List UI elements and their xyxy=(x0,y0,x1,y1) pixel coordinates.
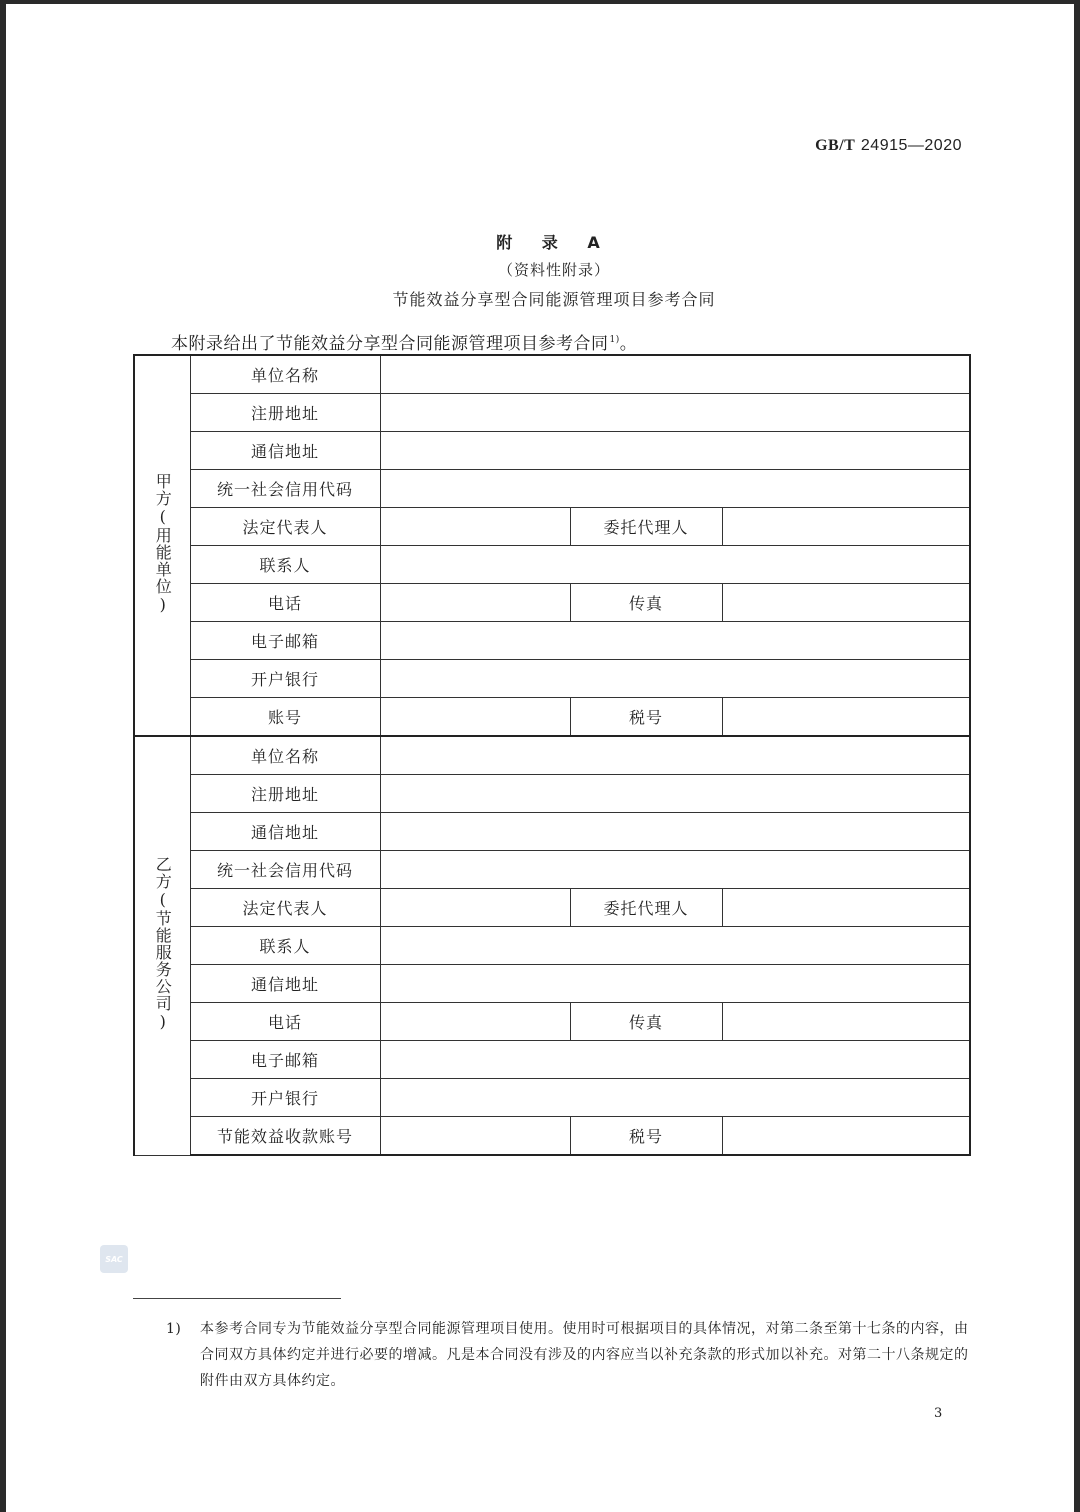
party-a-row xyxy=(134,394,970,432)
field-value[interactable] xyxy=(380,889,570,927)
standard-prefix: GB/T xyxy=(815,137,856,154)
field-value[interactable] xyxy=(380,660,970,698)
field-label: 通信地址 xyxy=(190,432,380,470)
field-value[interactable] xyxy=(380,1003,570,1041)
field-value[interactable] xyxy=(380,546,970,584)
field-value[interactable] xyxy=(380,775,970,813)
field-value[interactable] xyxy=(380,698,570,737)
field-value[interactable] xyxy=(380,965,970,1003)
field-label: 委托代理人 xyxy=(570,508,722,546)
party-a-row xyxy=(134,355,970,394)
party-a-row xyxy=(134,432,970,470)
field-label: 开户银行 xyxy=(190,1079,380,1117)
field-value[interactable] xyxy=(722,698,970,737)
field-value[interactable] xyxy=(722,1117,970,1156)
party-b-row xyxy=(134,1003,970,1041)
annex-name: 节能效益分享型合同能源管理项目参考合同 xyxy=(392,290,716,309)
annex-title: 附 录 A xyxy=(496,233,612,252)
intro-paragraph xyxy=(171,329,637,354)
sac-logo: SAC xyxy=(100,1245,128,1273)
field-value[interactable] xyxy=(380,1117,570,1156)
annex-subtitle: （资料性附录） xyxy=(497,261,610,279)
party-a-section xyxy=(134,355,970,736)
party-a-row xyxy=(134,584,970,622)
party-b-row xyxy=(134,1041,970,1079)
party-a-row xyxy=(134,698,970,737)
field-value[interactable] xyxy=(380,584,570,622)
party-a-label-cell xyxy=(134,355,190,736)
standard-code: 24915—2020 xyxy=(860,137,962,154)
field-label: 电话 xyxy=(190,584,380,622)
party-a-row xyxy=(134,622,970,660)
field-value[interactable] xyxy=(380,1041,970,1079)
footnote-ref: 1) xyxy=(609,335,620,345)
field-value[interactable] xyxy=(380,813,970,851)
field-label: 电话 xyxy=(190,1003,380,1041)
party-a-row xyxy=(134,470,970,508)
field-label: 法定代表人 xyxy=(190,889,380,927)
field-label: 委托代理人 xyxy=(570,889,722,927)
party-b-row xyxy=(134,927,970,965)
field-label: 单位名称 xyxy=(190,736,380,775)
field-label: 通信地址 xyxy=(190,965,380,1003)
field-value[interactable] xyxy=(380,394,970,432)
field-label: 电子邮箱 xyxy=(190,622,380,660)
field-label: 统一社会信用代码 xyxy=(190,851,380,889)
field-label: 联系人 xyxy=(190,927,380,965)
party-a-row xyxy=(134,660,970,698)
field-value[interactable] xyxy=(380,1079,970,1117)
field-label: 通信地址 xyxy=(190,813,380,851)
field-value[interactable] xyxy=(722,889,970,927)
field-value[interactable] xyxy=(722,508,970,546)
field-label: 联系人 xyxy=(190,546,380,584)
party-b-row xyxy=(134,1117,970,1156)
field-value[interactable] xyxy=(380,736,970,775)
party-b-row xyxy=(134,775,970,813)
party-b-section xyxy=(134,736,970,1155)
party-b-row xyxy=(134,1079,970,1117)
field-label: 单位名称 xyxy=(190,355,380,394)
field-label: 注册地址 xyxy=(190,394,380,432)
party-info-table xyxy=(133,354,971,1156)
field-value[interactable] xyxy=(380,432,970,470)
field-label: 税号 xyxy=(570,698,722,737)
party-b-row xyxy=(134,965,970,1003)
field-value[interactable] xyxy=(380,927,970,965)
intro-text: 本附录给出了节能效益分享型合同能源管理项目参考合同 xyxy=(171,334,609,354)
party-a-row xyxy=(134,508,970,546)
field-value[interactable] xyxy=(380,470,970,508)
party-b-row xyxy=(134,889,970,927)
party-a-label: 甲方(用能单位) xyxy=(153,472,173,615)
field-value[interactable] xyxy=(380,508,570,546)
footnote-rule xyxy=(133,1298,341,1299)
party-a-row xyxy=(134,546,970,584)
field-label: 传真 xyxy=(570,584,722,622)
party-b-label-cell xyxy=(134,736,190,1155)
party-b-label: 乙方(节能服务公司) xyxy=(153,855,173,1032)
footnote-text: 本参考合同专为节能效益分享型合同能源管理项目使用。使用时可根据项目的具体情况，对第二条至第十七条的内容，由合同双方具体约定并进行必要的增减。凡是本合同没有涉及的内容应当以补充条款的形式加以补充。对第二十八条规定的附件由双方具体约定。 xyxy=(200,1321,969,1389)
field-label: 开户银行 xyxy=(190,660,380,698)
footnote xyxy=(166,1316,976,1394)
field-label: 传真 xyxy=(570,1003,722,1041)
field-value[interactable] xyxy=(380,622,970,660)
standard-number xyxy=(815,135,962,155)
footnote-number: 1) xyxy=(166,1321,182,1337)
field-label: 账号 xyxy=(190,698,380,737)
field-label: 税号 xyxy=(570,1117,722,1156)
field-value[interactable] xyxy=(380,355,970,394)
document-page xyxy=(6,4,1074,1512)
field-label: 统一社会信用代码 xyxy=(190,470,380,508)
party-b-row xyxy=(134,851,970,889)
field-value[interactable] xyxy=(722,1003,970,1041)
field-label: 电子邮箱 xyxy=(190,1041,380,1079)
field-label: 注册地址 xyxy=(190,775,380,813)
field-value[interactable] xyxy=(722,584,970,622)
intro-end: 。 xyxy=(619,334,638,354)
page-number: 3 xyxy=(934,1406,943,1421)
party-b-row xyxy=(134,736,970,775)
field-value[interactable] xyxy=(380,851,970,889)
field-label: 法定代表人 xyxy=(190,508,380,546)
field-label: 节能效益收款账号 xyxy=(190,1117,380,1156)
party-b-row xyxy=(134,813,970,851)
